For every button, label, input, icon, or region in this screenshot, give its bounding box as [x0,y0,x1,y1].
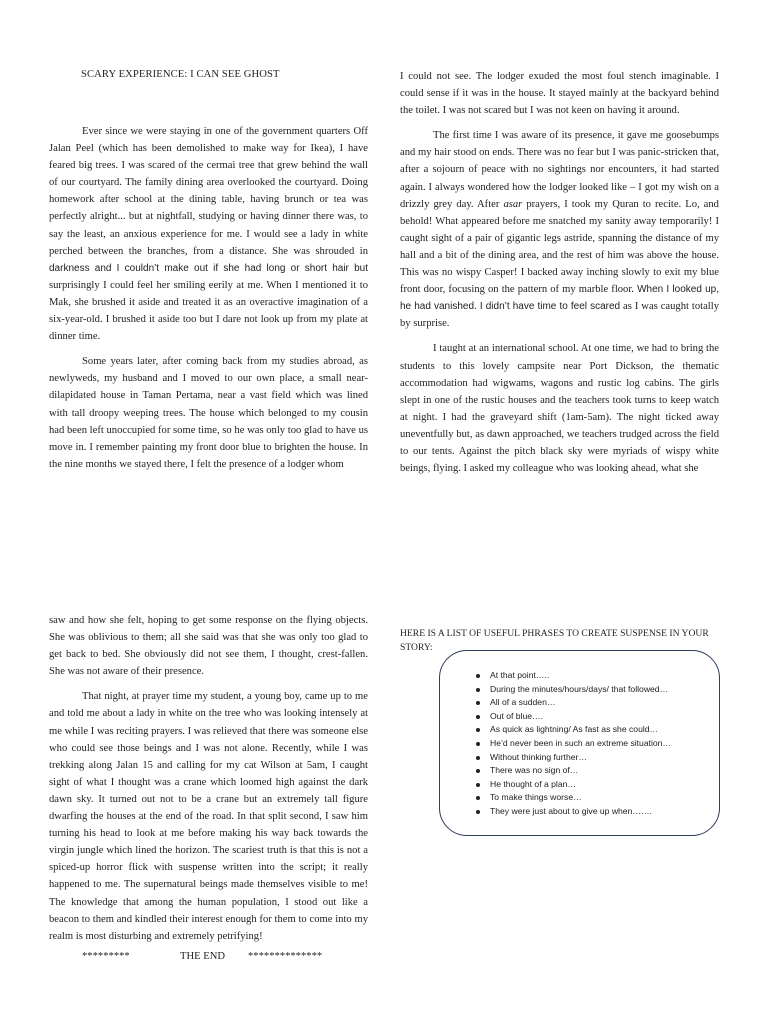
phrase-text: Without thinking further… [490,751,587,762]
bullet-icon [476,688,480,692]
phrase-item [476,723,671,737]
phrase-text: All of a sudden… [490,697,556,708]
phrases-list [476,669,671,819]
bullet-icon [476,715,480,719]
bullet-icon [476,756,480,760]
paragraph: Some years later, after coming back from my studies abroad, as newlyweds, my husband and I moved to our own place, a small near-dilapidated house in Taman Pertama, near a vast field which was lined with tall droopy weeping trees. The house which belonged to my cousin had been left unoccupied for some time, so he was only too glad to have us move in. I remember painting my front door blue to brighten the house. In the nine months we stayed there, I felt the presence of a lodger whom [49,356,368,470]
phrase-text: There was no sign of… [490,765,579,776]
stars-left: ********* [82,951,130,962]
phrase-item [476,805,671,819]
phrase-text: During the minutes/hours/days/ that followed… [490,683,669,694]
bullet-icon [476,769,480,773]
paragraph: The first time I was aware of its presence, it gave me goosebumps and my hair stood on ends. There was no fear but I was panic-stricken that, after a sojourn of peace with no sightings nor encounters, it had started again. I always wondered how the lodger looked like – I got my wish on a drizzly grey day. After asar prayers, I took my Quran to recite. Lo, and behold! What appeared before me snatched my sanity away temporarily! I caught sight of a pair of gigantic legs astride, spanning the distance of my hall and a bit of the dining area, and the rest of him was above the house. This was no wispy Casper! I backed away inching slowly to exit my blue front door, focusing on the pattern of my marble floor. When I looked up, he had vanished. I didn’t have time to feel scared as I was caught totally by surprise. [400,130,720,330]
phrase-item [476,669,671,683]
phrase-text: As quick as lightning/ As fast as she could… [490,724,659,735]
text-column-right-top [400,68,719,485]
story-title: SCARY EXPERIENCE: I CAN SEE GHOST [81,69,280,80]
phrase-item [476,751,671,765]
paragraph: Ever since we were staying in one of the government quarters Off Jalan Peel (which has been demolished to make way for Ikea), I have feared big trees. I was scared of the cermai tree that grew behind the wall of our courtyard. The family dining area overlooked the courtyard. Doing homework after school at the dining table, having brunch or tea was perfectly alright... but at nightfall, studying or having dinner there was, to say the least, an anxious experience for me. I would see a lady in white perched between the branches, from a distance. She was shrouded in darkness and I couldn’t make out if she had long or short hair but surprisingly I could feel her smiling eerily at me. When I mentioned it to Mak, she brushed it aside and treated it as an overactive imagination of a six-year-old. I brushed it aside too but I dare not look up from my plate at dinner time. [49,126,368,343]
bullet-icon [476,742,480,746]
bullet-icon [476,796,480,800]
phrase-text: At that point….. [490,670,550,680]
paragraph: That night, at prayer time my student, a young boy, came up to me and told me about a lady in white on the tree who was looking intensely at me while I was reciting prayers. I was relieved that there was someone else who could see those beings and I was not alone. Recently, while I was trekking along Jalan 15 and calling for my cat Wilson at 5am, I caught sight of what I thought was a crane which loomed high against the dark dawn sky. It turned out not to be a crane but an extremely tall figure dwarfing the houses at the end of the road. In that split second, I saw him turning his head to look at me before making his way back towards the virgin jungle which lined the horizon. The scariest truth is that this is not a spiced-up horror flick with suspense written into the script; it really happened to me. The supernatural beings made themselves visible to me! The knowledge that among the human population, I stood out like a beacon to them and kindled their interest enough for them to come into my realm is most disturbing and extremely petrifying! [49,691,368,942]
phrases-box [439,650,720,836]
paragraph: I taught at an international school. At one time, we had to bring the students to this lovely campsite near Port Dickson, the thematic accommodation had wigwams, wagons and rustic log cabins. The girls slept in one of the rustic houses and the teachers took turns to keep watch at night. I had the graveyard shift (1am-5am). The night ticked away uneventfully but, as dawn approached, we teachers trudged across the field to our tents. Against the pitch black sky were myriads of wispy white beings, flying. I asked my colleague who was looking ahead, what she [400,343,719,475]
the-end-label: THE END [180,951,226,962]
bullet-icon [476,783,480,787]
phrase-text: Out of blue…. [490,710,544,721]
bullet-icon [476,810,480,814]
phrase-item [476,696,671,710]
phrase-text: They were just about to give up when……. [490,805,652,816]
phrase-item [476,778,671,792]
bullet-icon [476,701,480,705]
text-column-left-bottom [49,612,368,953]
phrase-text: He thought of a plan… [490,778,576,789]
phrase-item [476,764,671,778]
phrase-item [476,710,671,724]
paragraph: I could not see. The lodger exuded the most foul stench imaginable. I could sense if it was in the house. It stayed mainly at the backyard behind the toilet. I was not scared but I was not keen on having it around. [400,71,719,117]
text-column-left-top [49,123,368,481]
phrase-item [476,791,671,805]
phrase-item [476,683,671,697]
phrase-text: To make things worse… [490,792,582,803]
bullet-icon [476,728,480,732]
phrase-text: He’d never been in such an extreme situation… [490,737,672,748]
phrases-heading: HERE IS A LIST OF USEFUL PHRASES TO CREATE SUSPENSE IN YOUR STORY: [400,628,709,653]
stars-right: ************** [248,951,323,962]
bullet-icon [476,674,480,678]
paragraph: saw and how she felt, hoping to get some response on the flying objects. She was oblivious to them; all she said was that she was only too glad to get back to bed. She obviously did not see them, I thought, crest-fallen. She was not aware of their presence. [49,615,368,678]
phrase-item [476,737,671,751]
